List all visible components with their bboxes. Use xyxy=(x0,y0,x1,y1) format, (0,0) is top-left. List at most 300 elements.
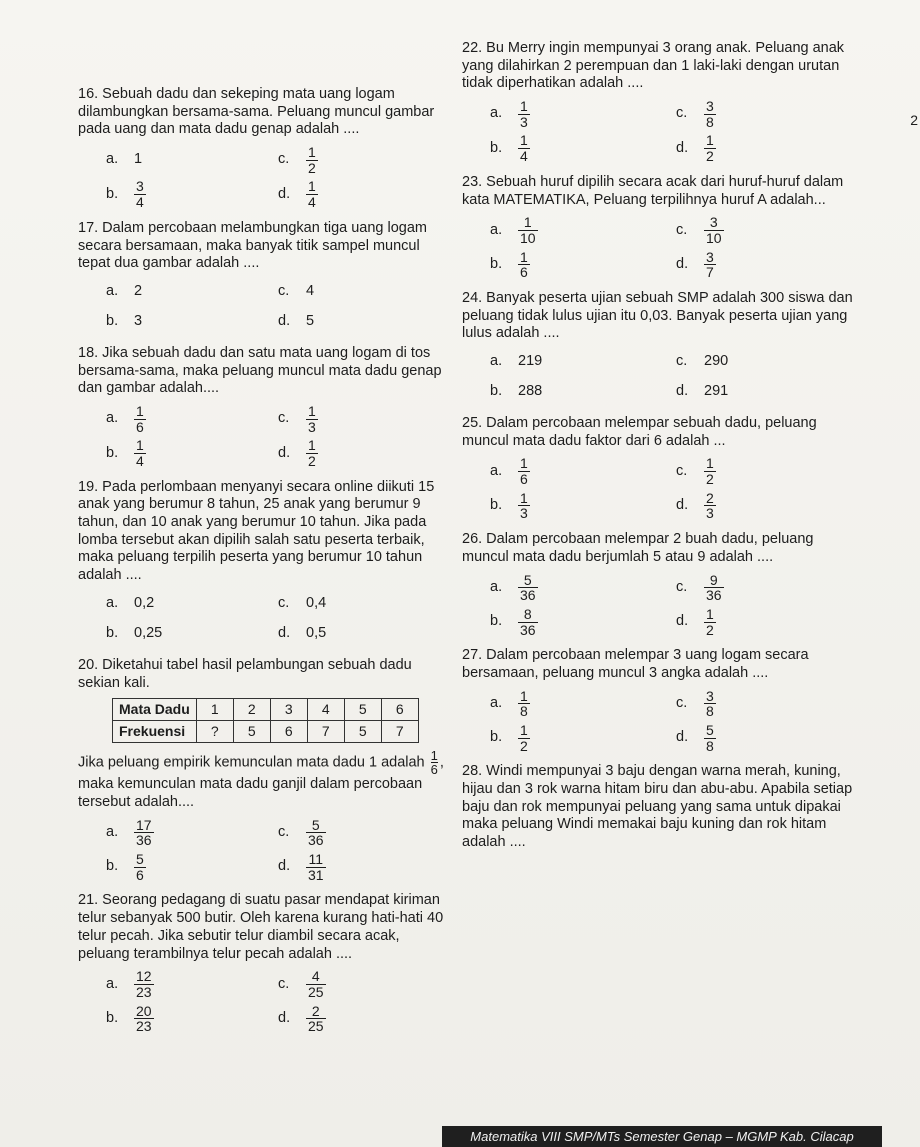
option-letter: c. xyxy=(278,410,290,427)
option-value: 4 xyxy=(306,283,315,300)
fraction-numerator: 1 xyxy=(520,98,528,115)
option-letter: b. xyxy=(106,1009,119,1026)
fraction-denominator: 10 xyxy=(706,229,722,246)
option-fraction xyxy=(704,215,724,245)
question-number: 22. xyxy=(462,40,483,56)
fraction-denominator: 6 xyxy=(520,471,528,488)
option-fraction xyxy=(704,573,724,603)
option-value: 0,5 xyxy=(306,624,327,641)
option-fraction xyxy=(134,404,146,434)
question-stem xyxy=(78,657,450,692)
option-value: 3 xyxy=(134,313,143,330)
question-text: Sebuah dadu dan sekeping mata uang logam dilambungkan bersama-sama. Peluang muncul gambar pada uang dan mata dadu genap adalah .... xyxy=(78,86,435,138)
option-letter: d. xyxy=(676,497,689,514)
fraction-denominator: 2 xyxy=(706,471,714,488)
question-text: , maka kemunculan mata dadu ganjil dalam percobaan tersebut adalah.... xyxy=(78,754,444,811)
option-letter: b. xyxy=(106,444,119,461)
fraction-numerator: 1 xyxy=(520,722,528,738)
fraction-denominator: 8 xyxy=(706,703,714,720)
answer-option xyxy=(490,379,676,405)
fraction-numerator: 5 xyxy=(706,722,714,738)
option-letter: b. xyxy=(490,139,503,156)
answer-option xyxy=(490,573,676,603)
option-letter: d. xyxy=(676,255,689,272)
table-cell: 6 xyxy=(381,699,418,721)
question-options xyxy=(462,99,862,164)
answer-option xyxy=(278,591,450,617)
fraction-denominator: 10 xyxy=(520,229,536,246)
table-cell: ? xyxy=(196,721,233,743)
question xyxy=(462,763,862,851)
option-fraction xyxy=(306,818,326,848)
answer-option xyxy=(106,279,278,305)
answer-option xyxy=(278,852,450,882)
option-fraction xyxy=(518,607,538,637)
answer-option xyxy=(106,145,278,175)
answer-option xyxy=(278,309,450,335)
answer-option xyxy=(106,591,278,617)
answer-option xyxy=(106,852,278,882)
fraction-numerator: 2 xyxy=(706,489,714,506)
answer-option xyxy=(278,818,450,848)
question xyxy=(78,345,450,469)
fraction-denominator: 3 xyxy=(520,113,528,130)
fraction-numerator: 1 xyxy=(523,214,532,231)
fraction-numerator: 17 xyxy=(136,816,152,833)
option-fraction xyxy=(134,438,146,468)
fraction-denominator: 4 xyxy=(520,148,528,165)
question xyxy=(462,290,862,405)
table-cell: 5 xyxy=(344,721,381,743)
option-letter: d. xyxy=(278,444,291,461)
fraction-denominator: 36 xyxy=(706,587,722,604)
answer-option xyxy=(676,99,862,129)
answer-option xyxy=(278,179,450,209)
option-letter: a. xyxy=(490,462,503,479)
option-letter: c. xyxy=(278,151,290,168)
answer-option xyxy=(676,215,862,245)
option-value: 2 xyxy=(134,283,143,300)
answer-option xyxy=(490,689,676,719)
option-fraction xyxy=(134,818,154,848)
answer-option xyxy=(278,621,450,647)
option-letter: b. xyxy=(106,313,119,330)
table-cell: 4 xyxy=(307,699,344,721)
answer-option xyxy=(490,723,676,753)
answer-option xyxy=(676,573,862,603)
question xyxy=(462,415,862,521)
answer-option xyxy=(490,133,676,163)
option-fraction xyxy=(704,491,716,521)
answer-option xyxy=(106,1004,278,1034)
fraction-denominator: 6 xyxy=(136,418,144,435)
table-cell: 2 xyxy=(233,699,270,721)
option-letter: d. xyxy=(278,185,291,202)
answer-option xyxy=(278,279,450,305)
inline-fraction xyxy=(431,749,438,776)
answer-option xyxy=(106,309,278,335)
table-row xyxy=(113,721,419,743)
option-fraction xyxy=(306,852,326,882)
option-value: 290 xyxy=(704,353,729,370)
option-fraction xyxy=(518,723,530,753)
fraction-numerator: 1 xyxy=(308,178,316,195)
answer-option xyxy=(490,491,676,521)
question xyxy=(78,479,450,647)
question-text: Dalam percobaan melempar sebuah dadu, peluang muncul mata dadu faktor dari 6 adalah ... xyxy=(462,415,817,449)
option-letter: a. xyxy=(490,221,503,238)
option-value: 0,25 xyxy=(134,624,163,641)
table-cell: 6 xyxy=(270,721,307,743)
option-fraction xyxy=(518,573,538,603)
question-options xyxy=(78,145,450,210)
question-options xyxy=(462,215,862,280)
question-number: 23. xyxy=(462,173,483,190)
fraction-denominator: 4 xyxy=(308,194,316,211)
question-stem xyxy=(462,647,862,682)
answer-option xyxy=(676,689,862,719)
option-letter: a. xyxy=(490,105,503,122)
option-letter: c. xyxy=(278,594,290,611)
question-number: 18. xyxy=(78,344,99,361)
question-stem xyxy=(78,479,450,585)
answer-option xyxy=(106,438,278,468)
option-fraction xyxy=(134,1004,154,1034)
question-stem xyxy=(78,220,450,273)
fraction-denominator: 2 xyxy=(706,621,714,638)
fraction-denominator: 2 xyxy=(706,148,714,165)
option-value: 0,2 xyxy=(134,594,155,611)
option-value: 288 xyxy=(518,383,543,400)
question xyxy=(78,220,450,335)
fraction-numerator: 1 xyxy=(520,132,528,149)
table-cell: 5 xyxy=(344,699,381,721)
question-stem xyxy=(462,290,862,343)
table-cell: 7 xyxy=(381,721,418,743)
question-stem xyxy=(462,415,862,450)
option-letter: c. xyxy=(676,462,688,479)
option-letter: c. xyxy=(676,105,688,122)
option-fraction xyxy=(518,491,530,521)
fraction-numerator: 1 xyxy=(706,605,714,622)
fraction-numerator: 1 xyxy=(308,402,316,419)
fraction-numerator: 9 xyxy=(709,571,718,588)
table-cell: 3 xyxy=(270,699,307,721)
question-number: 19. xyxy=(78,478,99,495)
answer-option xyxy=(676,349,862,375)
fraction-numerator: 1 xyxy=(308,437,316,454)
answer-option xyxy=(676,607,862,637)
question-stem xyxy=(78,86,450,139)
right-column xyxy=(462,40,862,862)
question-text: Sebuah huruf dipilih secara acak dari huruf-huruf dalam kata MATEMATIKA, Peluang terpilihnya huruf A adalah... xyxy=(462,173,844,208)
option-letter: d. xyxy=(278,1009,291,1026)
question-stem xyxy=(78,892,450,963)
question-number: 27. xyxy=(462,647,483,664)
option-letter: c. xyxy=(278,824,290,841)
answer-option xyxy=(278,1004,450,1034)
fraction-numerator: 5 xyxy=(523,571,532,588)
option-letter: d. xyxy=(676,729,689,746)
fraction-denominator: 2 xyxy=(308,159,316,176)
question-options xyxy=(462,573,862,638)
option-value: 0,4 xyxy=(306,594,327,611)
option-letter: c. xyxy=(278,283,290,300)
option-letter: a. xyxy=(490,694,503,711)
option-letter: d. xyxy=(278,313,291,330)
option-fraction xyxy=(704,607,716,637)
option-value: 219 xyxy=(518,353,543,370)
question-options xyxy=(78,404,450,469)
question-options xyxy=(78,279,450,335)
question-number: 28. xyxy=(462,763,483,780)
fraction-numerator: 3 xyxy=(706,98,714,115)
question-options xyxy=(462,349,862,405)
answer-option xyxy=(490,99,676,129)
answer-option xyxy=(490,349,676,375)
option-letter: a. xyxy=(106,151,119,168)
option-letter: c. xyxy=(676,221,688,238)
option-letter: b. xyxy=(490,497,503,514)
fraction-numerator: 3 xyxy=(136,178,144,195)
question-continuation xyxy=(78,749,450,811)
answer-option xyxy=(106,818,278,848)
option-letter: a. xyxy=(106,283,119,300)
fraction-numerator: 8 xyxy=(523,605,532,622)
question-stem xyxy=(78,345,450,398)
option-value: 291 xyxy=(704,383,729,400)
fraction-numerator: 5 xyxy=(136,851,144,868)
option-letter: b. xyxy=(490,729,503,746)
fraction-numerator: 1 xyxy=(136,437,144,454)
question-20 xyxy=(78,657,450,883)
option-fraction xyxy=(518,99,530,129)
question-number: 21. xyxy=(78,892,99,909)
option-fraction xyxy=(704,250,716,280)
fraction-denominator: 7 xyxy=(706,264,714,281)
question-options xyxy=(78,591,450,647)
fraction-denominator: 23 xyxy=(136,1018,152,1035)
answer-option xyxy=(106,621,278,647)
fraction-denominator: 3 xyxy=(308,418,316,435)
answer-option xyxy=(676,723,862,753)
footer-banner: Matematika VIII SMP/MTs Semester Genap – MGMP Kab. Cilacap xyxy=(442,1126,882,1147)
left-column xyxy=(78,86,450,1044)
question-text: Dalam percobaan melambungkan tiga uang logam secara bersamaan, maka banyak titik sampel muncul tepat dua gambar adalah .... xyxy=(78,219,428,272)
option-letter: d. xyxy=(676,613,689,630)
fraction-denominator: 23 xyxy=(136,983,152,1000)
fraction-denominator: 6 xyxy=(520,264,528,281)
fraction-numerator: 1 xyxy=(308,144,316,161)
option-letter: d. xyxy=(278,624,291,641)
question xyxy=(78,892,450,1034)
answer-option xyxy=(278,969,450,999)
option-letter: b. xyxy=(106,624,119,641)
question-stem xyxy=(462,174,862,209)
fraction-numerator: 1 xyxy=(430,748,438,764)
table-header-cell: Frekuensi xyxy=(113,721,197,743)
question xyxy=(462,531,862,637)
answer-option xyxy=(676,491,862,521)
table-cell: 1 xyxy=(196,699,233,721)
question-stem xyxy=(462,763,862,851)
fraction-denominator: 2 xyxy=(520,737,528,754)
answer-option xyxy=(676,456,862,486)
fraction-numerator: 1 xyxy=(520,248,528,265)
option-letter: a. xyxy=(490,353,503,370)
fraction-numerator: 3 xyxy=(709,214,718,231)
fraction-numerator: 12 xyxy=(136,968,152,985)
fraction-denominator: 2 xyxy=(308,453,316,469)
fraction-numerator: 4 xyxy=(311,968,320,985)
option-letter: a. xyxy=(106,594,119,611)
option-fraction xyxy=(518,133,530,163)
question xyxy=(462,174,862,280)
answer-option xyxy=(676,250,862,280)
table-cell: 5 xyxy=(233,721,270,743)
answer-option xyxy=(278,404,450,434)
option-letter: c. xyxy=(676,694,688,711)
fraction-numerator: 20 xyxy=(136,1002,152,1019)
fraction-numerator: 5 xyxy=(311,816,320,833)
option-letter: a. xyxy=(106,410,119,427)
frequency-table xyxy=(112,698,419,743)
fraction-numerator: 1 xyxy=(706,455,714,472)
question-options xyxy=(462,689,862,754)
fraction-denominator: 36 xyxy=(520,587,536,604)
question-number: 17. xyxy=(78,219,99,236)
fraction-numerator: 1 xyxy=(520,455,528,472)
option-fraction xyxy=(306,145,318,175)
answer-option xyxy=(106,969,278,999)
option-fraction xyxy=(306,179,318,209)
question-stem xyxy=(462,40,862,93)
table-row xyxy=(113,699,419,721)
fraction-numerator: 3 xyxy=(706,248,714,265)
option-fraction xyxy=(306,969,326,999)
question xyxy=(462,40,862,164)
fraction-denominator: 36 xyxy=(520,621,536,638)
option-fraction xyxy=(134,969,154,999)
question xyxy=(78,86,450,210)
fraction-numerator: 2 xyxy=(311,1002,320,1019)
option-letter: b. xyxy=(490,383,503,400)
option-fraction xyxy=(518,250,530,280)
option-fraction xyxy=(704,723,716,753)
fraction-numerator: 1 xyxy=(520,687,528,704)
question-number: 24. xyxy=(462,289,483,306)
question-options xyxy=(462,456,862,521)
option-letter: b. xyxy=(106,185,119,202)
answer-option xyxy=(490,215,676,245)
question-text: Diketahui tabel hasil pelambungan sebuah dadu sekian kali. xyxy=(78,656,412,691)
answer-option xyxy=(106,404,278,434)
option-fraction xyxy=(704,99,716,129)
fraction-denominator: 36 xyxy=(136,832,152,849)
option-letter: b. xyxy=(490,613,503,630)
option-value: 5 xyxy=(306,313,315,330)
fraction-denominator: 3 xyxy=(520,505,528,522)
question-text: Dalam percobaan melempar 3 uang logam secara bersamaan, peluang muncul 3 angka adalah .... xyxy=(462,647,809,681)
question-number: 25. xyxy=(462,415,483,431)
fraction-denominator: 25 xyxy=(308,1018,324,1035)
option-letter: d. xyxy=(278,858,291,875)
question-text: Dalam percobaan melempar 2 buah dadu, peluang muncul mata dadu berjumlah 5 atau 9 adalah .... xyxy=(462,531,814,565)
option-letter: c. xyxy=(278,975,290,992)
table-header-cell: Mata Dadu xyxy=(113,699,197,721)
option-letter: b. xyxy=(106,858,119,875)
question-text: Windi mempunyai 3 baju dengan warna merah, kuning, hijau dan 3 rok warna hitam biru dan abu-abu. Apabila setiap baju dan rok mempunyai peluang yang sama untuk dipakai maka peluang Windi memakai baju kuning dan rok hitam adalah .... xyxy=(462,763,853,851)
option-letter: a. xyxy=(106,824,119,841)
option-fraction xyxy=(704,456,716,486)
question-text: Banyak peserta ujian sebuah SMP adalah 300 siswa dan peluang tidak lulus ujian itu 0,03. Banyak peserta ujian yang lulus adalah .... xyxy=(462,289,853,342)
option-fraction xyxy=(306,1004,326,1034)
fraction-denominator: 25 xyxy=(308,983,324,1000)
table-cell: 7 xyxy=(307,721,344,743)
option-letter: c. xyxy=(676,578,688,595)
option-fraction xyxy=(518,689,530,719)
question-number: 20. xyxy=(78,656,99,673)
answer-option xyxy=(490,250,676,280)
question-text: Jika sebuah dadu dan satu mata uang logam di tos bersama-sama, maka peluang muncul mata dadu genap dan gambar adalah.... xyxy=(78,344,442,397)
answer-option xyxy=(490,456,676,486)
fraction-denominator: 6 xyxy=(430,762,438,778)
question-text: Seorang pedagang di suatu pasar mendapat kiriman telur sebanyak 500 butir. Oleh karena kurang hati-hati 40 telur pecah. Jika sebutir telur diambil secara acak, peluang terambilnya telur pecah adalah .... xyxy=(78,892,444,962)
page-edge-mark: 2 xyxy=(910,112,918,128)
answer-option xyxy=(676,133,862,163)
question xyxy=(462,647,862,753)
option-letter: d. xyxy=(676,383,689,400)
fraction-numerator: 1 xyxy=(706,132,714,149)
fraction-denominator: 8 xyxy=(520,703,528,720)
option-letter: d. xyxy=(676,139,689,156)
fraction-denominator: 4 xyxy=(136,194,144,211)
option-fraction xyxy=(704,689,716,719)
fraction-numerator: 3 xyxy=(706,687,714,704)
fraction-denominator: 3 xyxy=(706,505,714,522)
question-text: Jika peluang empirik kemunculan mata dadu 1 adalah xyxy=(78,754,429,771)
option-fraction xyxy=(704,133,716,163)
answer-option xyxy=(676,379,862,405)
answer-option xyxy=(106,179,278,209)
option-fraction xyxy=(306,438,318,468)
question-stem xyxy=(462,531,862,566)
fraction-denominator: 8 xyxy=(706,113,714,130)
fraction-denominator: 6 xyxy=(136,866,144,883)
question-number: 26. xyxy=(462,531,483,548)
fraction-denominator: 36 xyxy=(308,832,324,849)
option-fraction xyxy=(518,215,538,245)
answer-option xyxy=(278,145,450,175)
question-options xyxy=(78,969,450,1034)
option-letter: b. xyxy=(490,255,503,272)
answer-option xyxy=(490,607,676,637)
option-value: 1 xyxy=(134,151,143,168)
answer-option xyxy=(278,438,450,468)
option-fraction xyxy=(134,179,146,209)
option-letter: a. xyxy=(490,578,503,595)
option-fraction xyxy=(134,852,146,882)
question-text: Bu Merry ingin mempunyai 3 orang anak. Peluang anak yang dilahirkan 2 perempuan dan 1 laki-laki dengan urutan tidak diperhatikan adalah .... xyxy=(462,40,845,92)
option-fraction xyxy=(518,456,530,486)
question-number: 16. xyxy=(78,86,99,102)
option-letter: c. xyxy=(676,353,688,370)
fraction-numerator: 11 xyxy=(308,851,324,868)
fraction-numerator: 1 xyxy=(520,489,528,506)
option-fraction xyxy=(306,404,318,434)
fraction-denominator: 8 xyxy=(706,737,714,754)
question-text: Pada perlombaan menyanyi secara online diikuti 15 anak yang berumur 8 tahun, 25 anak yang berumur 9 tahun, dan 10 anak yang berumur 10 tahun. Jika pada lomba tersebut akan dipilih salah satu peserta terbaik, maka peluang terpilih peserta yang berumur 10 tahun adalah .... xyxy=(78,478,435,584)
